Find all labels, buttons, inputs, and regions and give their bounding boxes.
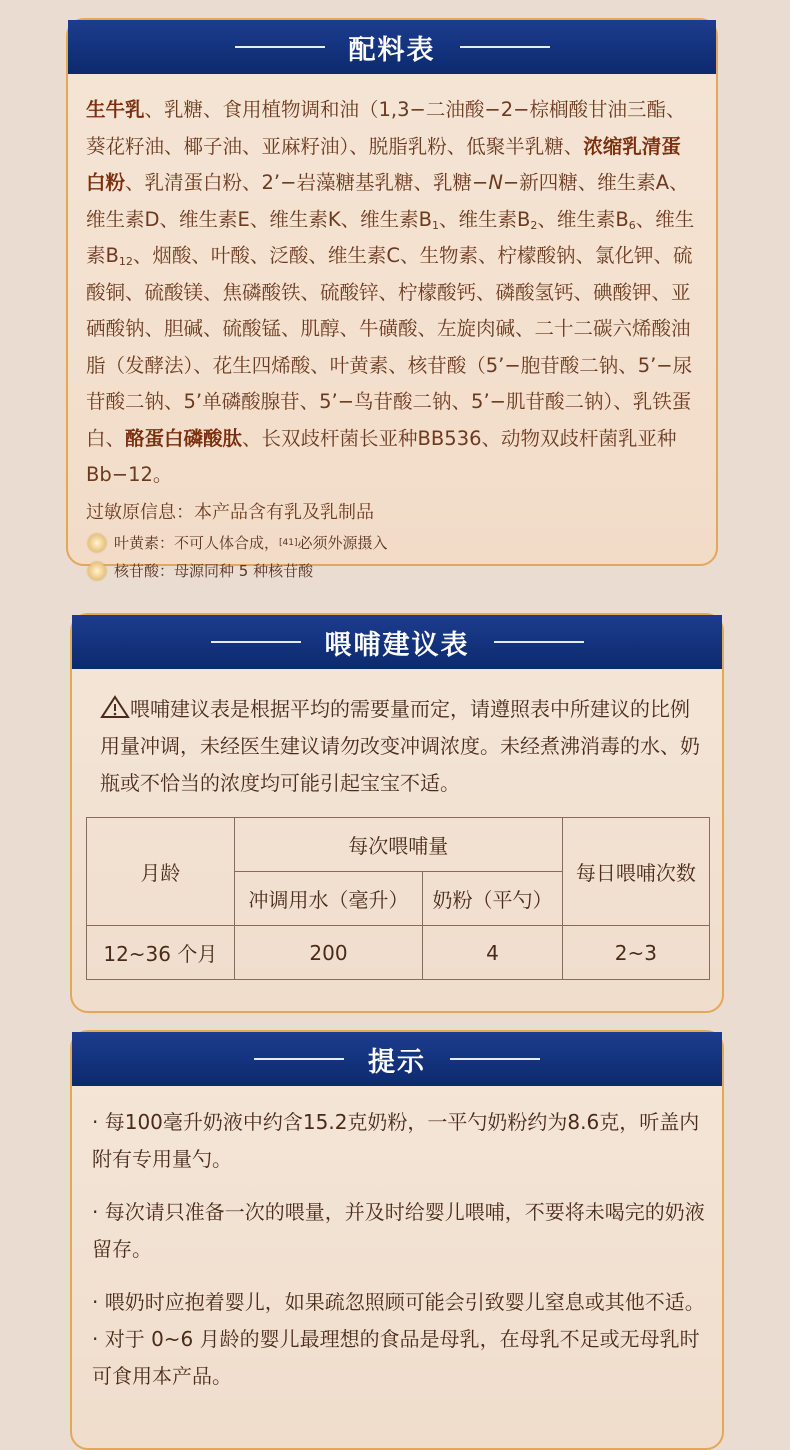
cell-age: 12~36 个月: [87, 926, 235, 980]
highlight-ingredient: 酪蛋白磷酸肽: [125, 426, 243, 450]
note-lutein-post: 必须外源摄入: [297, 534, 388, 552]
feeding-card: [70, 613, 724, 1013]
feeding-header: [72, 615, 722, 669]
allergen-info: 过敏原信息：本产品含有乳及乳制品: [86, 501, 374, 523]
header-line-left: [211, 641, 301, 643]
header-line-left: [235, 46, 325, 48]
tip-item: · 喂奶时应抱着婴儿，如果疏忽照顾可能会引致婴儿窒息或其他不适。: [92, 1290, 705, 1314]
ingredient-text: 12: [118, 255, 133, 268]
note-lutein-ref: [41]: [279, 537, 298, 548]
feeding-table: [86, 817, 710, 980]
cell-water: 200: [234, 926, 423, 980]
ingredient-text: 、乳清蛋白粉、2’−岩藻糖基乳糖、乳糖−: [125, 171, 489, 194]
warning-icon: [100, 695, 130, 719]
feeding-warning-text: 喂哺建议表是根据平均的需要量而定，请遵照表中所建议的比例用量冲调，未经医生建议请勿改变冲调浓度。未经煮沸消毒的水、奶瓶或不恰当的浓度均可能引起宝宝不适。: [100, 697, 700, 795]
ingredient-text: 、维生素B: [537, 207, 629, 231]
header-line-right: [494, 641, 584, 643]
feeding-title: 喂哺建议表: [324, 629, 470, 661]
header-line-right: [450, 1058, 540, 1060]
header-line-left: [254, 1058, 344, 1060]
highlight-ingredient: 生牛乳: [86, 98, 145, 121]
table-header-row: [87, 818, 710, 872]
ingredient-text: 、烟酸、叶酸、泛酸、维生素C、生物素、柠檬酸钠、氯化钾、硫酸铜、硫酸镁、焦磷酸铁、硫酸锌、柠檬酸钙、磷酸氢钙、碘酸钾、亚硒酸钠、胆碱、硫酸锰、肌醇、牛磺酸、左旋肉碱、二十二碳六烯酸油脂（发酵法）、花生四烯酸、叶黄素、核苷酸（5’−胞苷酸二钠、5’−尿苷酸二钠、5’单磷酸腺苷、5’−鸟苷酸二钠、5’−肌苷酸二钠）、乳铁蛋白、: [86, 244, 693, 450]
nucleotide-icon: [88, 562, 106, 580]
ingredient-text: 、乳糖、食用植物调和油（1,3−二油酸−2−棕榈酸甘油三酯、葵花籽油、椰子油、亚麻籽油）、脱脂乳粉、低聚半乳糖、: [86, 98, 686, 158]
header-line-right: [460, 46, 550, 48]
note-nucleotide-text: 核苷酸：母源同种 5 种核苷酸: [114, 562, 314, 580]
lutein-icon: [88, 534, 106, 552]
ingredients-title: 配料表: [348, 34, 436, 66]
ingredients-header: [68, 20, 716, 74]
table-row: [87, 926, 710, 980]
tips-list: [72, 1086, 722, 1395]
ingredients-list: [68, 74, 716, 494]
cell-daily: 2~3: [562, 926, 709, 980]
ingredient-text: 6: [628, 218, 636, 232]
col-water-header: 冲调用水（毫升）: [234, 872, 423, 926]
ingredient-text: 、维生素B: [86, 207, 695, 267]
tips-title: 提示: [368, 1046, 426, 1078]
feeding-warning: [72, 669, 722, 802]
highlight-ingredient: 浓缩乳清蛋白粉: [86, 134, 681, 194]
note-nucleotide: [88, 562, 716, 580]
ingredient-text: −新四糖、维生素A、维生素D、维生素E、维生素K、维生素B: [86, 171, 689, 231]
ingredients-card: [66, 18, 718, 580]
note-lutein-pre: 叶黄素：不可人体合成，: [114, 534, 280, 552]
ingredient-text: 1: [432, 218, 440, 232]
col-age-header: 月龄: [87, 818, 235, 926]
ingredient-text: 2: [530, 218, 538, 232]
tips-header: [72, 1032, 722, 1086]
col-daily-header: 每日喂哺次数: [562, 818, 709, 926]
tips-card: [70, 1030, 724, 1450]
ingredient-text: 、长双歧杆菌长亚种BB536、动物双歧杆菌乳亚种Bb−12。: [86, 426, 677, 486]
note-lutein: [88, 534, 716, 552]
tip-item: · 每次请只准备一次的喂量，并及时给婴儿喂哺，不要将未喝完的奶液留存。: [92, 1200, 705, 1261]
col-powder-header: 奶粉（平勺）: [423, 872, 562, 926]
ingredient-text: 、维生素B: [439, 207, 531, 231]
cell-powder: 4: [423, 926, 562, 980]
ingredient-text: N: [488, 171, 503, 194]
col-per-feed-header: 每次喂哺量: [234, 818, 562, 872]
tip-item: · 对于 0~6 月龄的婴儿最理想的食品是母乳，在母乳不足或无母乳时可食用本产品。: [92, 1327, 700, 1388]
tip-item: · 每100毫升奶液中约含15.2克奶粉，一平勺奶粉约为8.6克，听盖内附有专用量勺。: [92, 1110, 700, 1171]
